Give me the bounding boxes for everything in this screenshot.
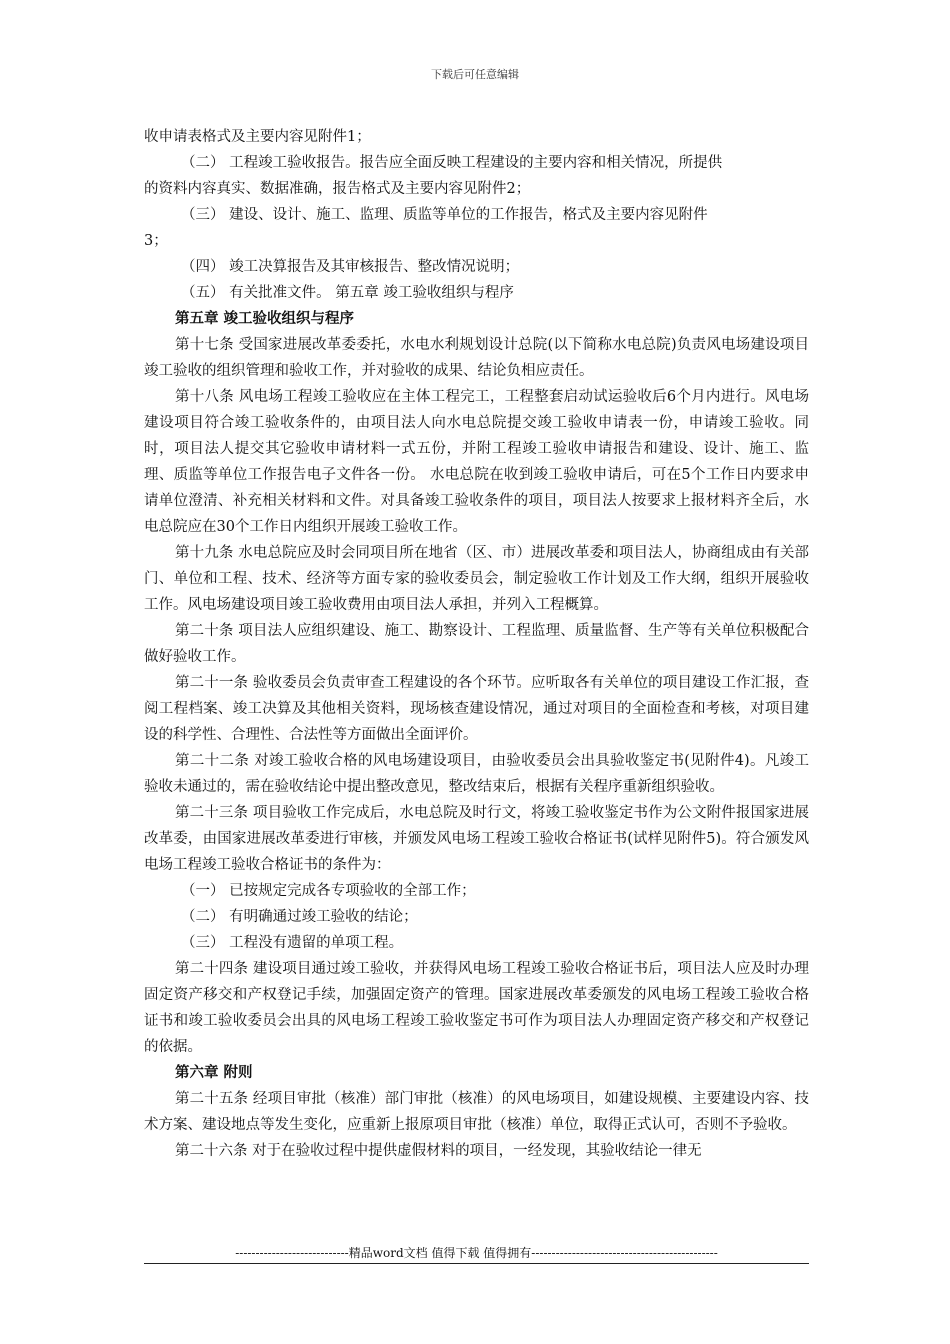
list-item-2: （二） 工程竣工验收报告。报告应全面反映工程建设的主要内容和相关情况，所提供 — [181, 155, 723, 171]
article-20: 第二十条 项目法人应组织建设、施工、勘察设计、工程监理、质量监督、生产等有关单位积极配合做好验收工作。 — [144, 623, 809, 665]
article-24: 第二十四条 建设项目通过竣工验收，并获得风电场工程竣工验收合格证书后，项目法人应及时办理固定资产移交和产权登记手续，加强固定资产的管理。国家进展改革委颁发的风电场工程竣工验收合格证书和竣工验收委员会出具的风电场工程竣工验收鉴定书可作为项目法人办理固定资产移交和产权登记的依据。 — [144, 961, 809, 1055]
chapter-5-heading: 第五章 竣工验收组织与程序 — [175, 310, 355, 327]
page-header: 下载后可任意编辑 — [431, 68, 519, 81]
list-item-4: （四） 竣工决算报告及其审核报告、整改情况说明； — [181, 259, 520, 275]
paragraph-1: 收申请表格式及主要内容见附件1； — [144, 129, 371, 145]
condition-item-2: （二） 有明确通过竣工验收的结论； — [181, 909, 418, 925]
condition-item-3: （三） 工程没有遗留的单项工程。 — [181, 935, 404, 951]
article-19: 第十九条 水电总院应及时会同项目所在地省（区、市）进展改革委和项目法人，协商组成由有关部门、单位和工程、技术、经济等方面专家的验收委员会，制定验收工作计划及工作大纲，组织开展验收工作。风电场建设项目竣工验收费用由项目法人承担，并列入工程概算。 — [144, 545, 809, 613]
article-21: 第二十一条 验收委员会负责审查工程建设的各个环节。应听取各有关单位的项目建设工作汇报，查阅工程档案、竣工决算及其他相关资料，现场核查建设情况，通过对项目的全面检查和考核，对项目建设的科学性、合理性、合法性等方面做出全面评价。 — [144, 675, 809, 743]
paragraph-cont-2: 的资料内容真实、数据准确，报告格式及主要内容见附件2； — [144, 181, 531, 197]
list-item-3: （三） 建设、设计、施工、监理、质监等单位的工作报告，格式及主要内容见附件 — [181, 207, 708, 223]
condition-item-1: （一） 已按规定完成各专项验收的全部工作； — [181, 883, 476, 899]
article-26: 第二十六条 对于在验收过程中提供虚假材料的项目，一经发现，其验收结论一律无 — [175, 1143, 702, 1159]
footer-rule — [144, 1263, 809, 1264]
document-body — [144, 124, 809, 1164]
chapter-6-heading: 第六章 附则 — [175, 1064, 253, 1081]
article-22: 第二十二条 对竣工验收合格的风电场建设项目，由验收委员会出具验收鉴定书(见附件4)。凡竣工验收未通过的，需在验收结论中提出整改意见，整改结束后，根据有关程序重新组织验收。 — [144, 753, 809, 795]
paragraph-cont-3: 3； — [144, 233, 168, 249]
article-25: 第二十五条 经项目审批（核准）部门审批（核准）的风电场项目，如建设规模、主要建设内容、技术方案、建设地点等发生变化，应重新上报原项目审批（核准）单位，取得正式认可，否则不予验收。 — [144, 1091, 809, 1133]
list-item-5: （五） 有关批准文件。 第五章 竣工验收组织与程序 — [181, 285, 514, 301]
page-footer: ----------------------------精品word文档 值得下载 值得拥有---------------------------------------------- — [235, 1246, 718, 1260]
article-18: 第十八条 风电场工程竣工验收应在主体工程完工，工程整套启动试运验收后6个月内进行。风电场建设项目符合竣工验收条件的，由项目法人向水电总院提交竣工验收申请表一份，申请竣工验收。同时，项目法人提交其它验收申请材料一式五份，并附工程竣工验收申请报告和建设、设计、施工、监理、质监等单位工作报告电子文件各一份。 水电总院在收到竣工验收申请后，可在5个工作日内要求申请单位澄清、补充相关材料和文件。对具备竣工验收条件的项目，项目法人按要求上报材料齐全后，水电总院应在30个工作日内组织开展竣工验收工作。 — [144, 389, 809, 535]
article-17: 第十七条 受国家进展改革委委托，水电水利规划设计总院(以下简称水电总院)负责风电场建设项目竣工验收的组织管理和验收工作，并对验收的成果、结论负相应责任。 — [144, 337, 809, 379]
article-23: 第二十三条 项目验收工作完成后，水电总院及时行文，将竣工验收鉴定书作为公文附件报国家进展改革委，由国家进展改革委进行审核，并颁发风电场工程竣工验收合格证书(试样见附件5)。符合颁发风电场工程竣工验收合格证书的条件为： — [144, 805, 809, 873]
